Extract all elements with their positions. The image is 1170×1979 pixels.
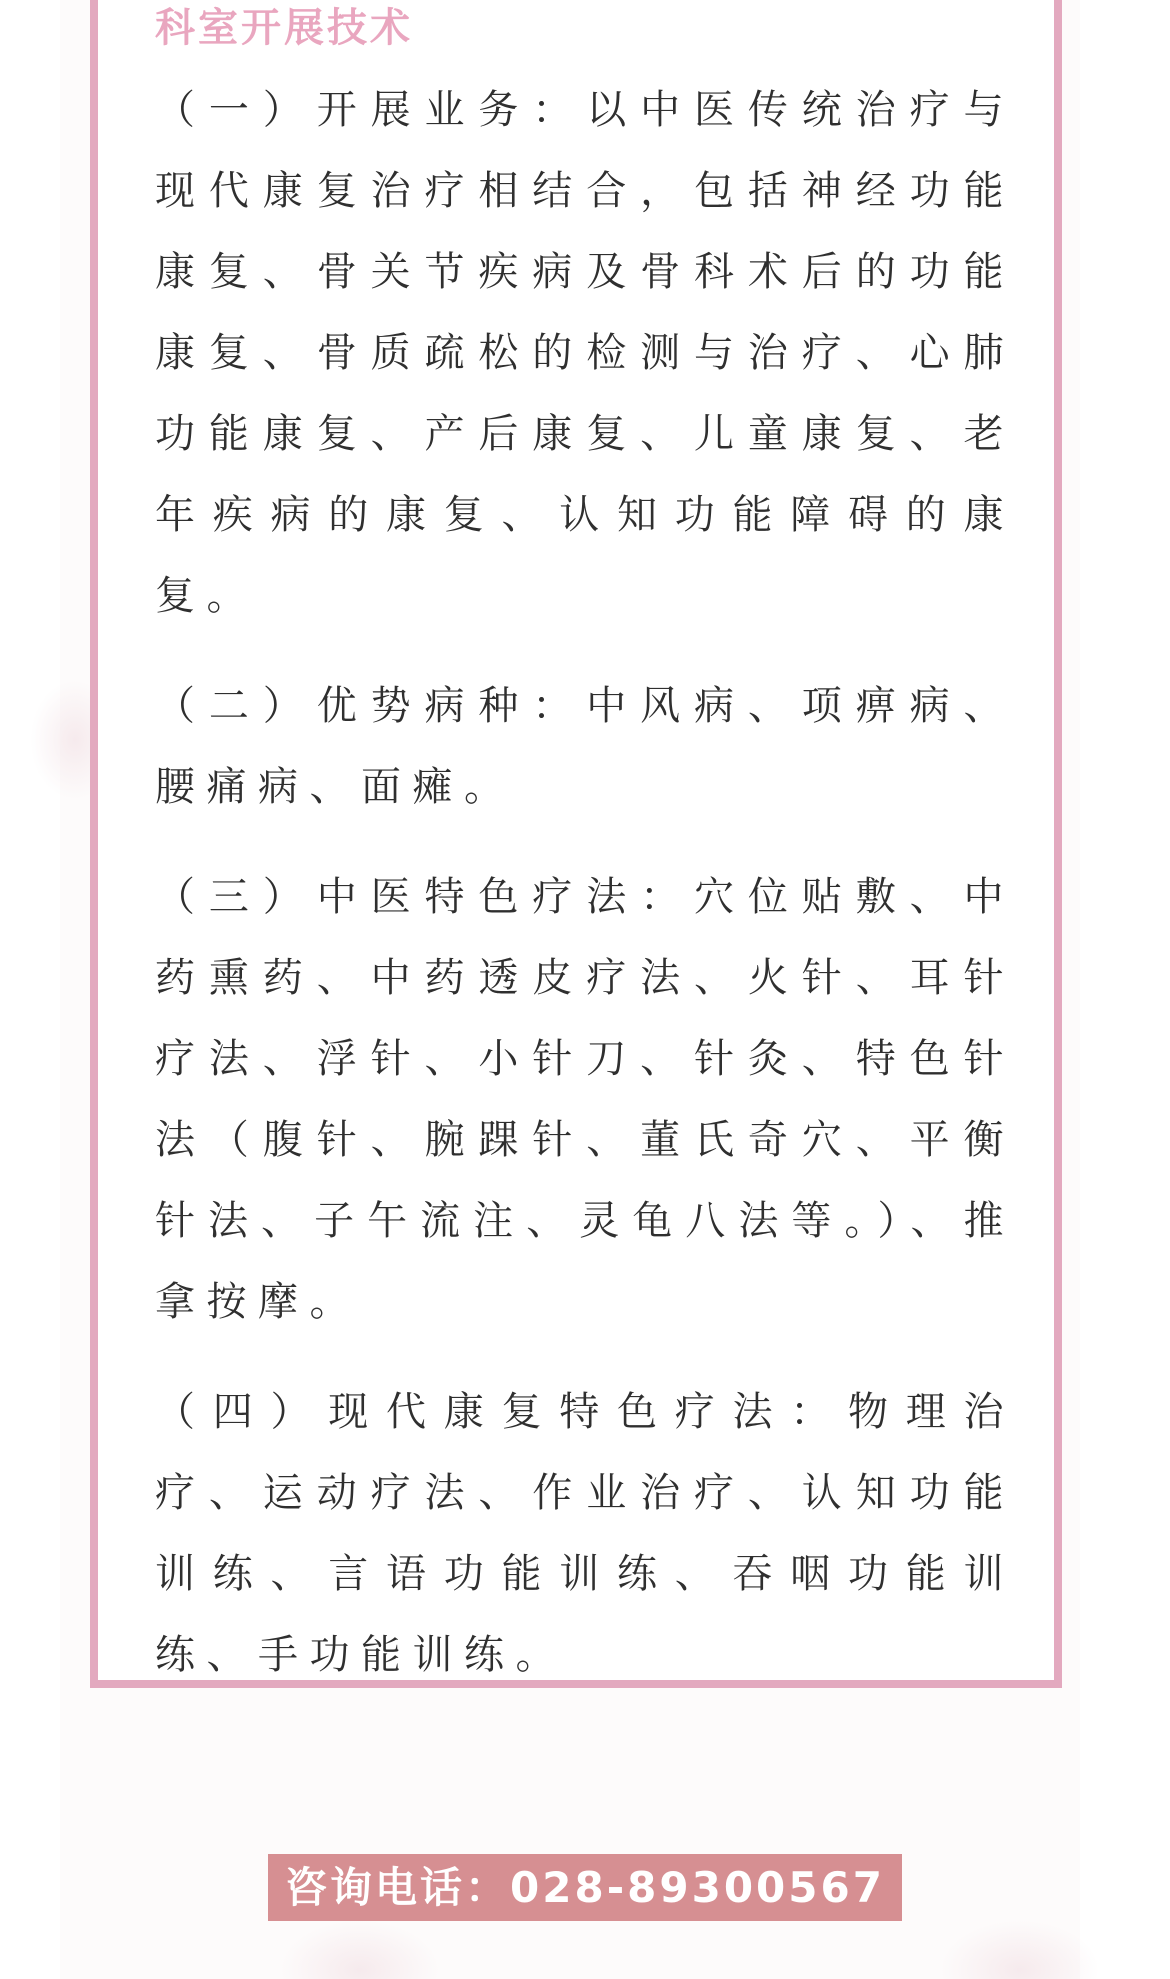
contact-phone-banner: 咨询电话：028-89300567 — [268, 1854, 902, 1921]
paragraph-services: （一）开展业务：以中医传统治疗与现代康复治疗相结合，包括神经功能康复、骨关节疾病及骨科术后的功能康复、骨质疏松的检测与治疗、心肺功能康复、产后康复、儿童康复、老年疾病的康复、认知功能障碍的康复。 — [155, 87, 1015, 619]
paragraph-modern-rehab-therapies: （四）现代康复特色疗法：物理治疗、运动疗法、作业治疗、认知功能训练、言语功能训练、吞咽功能训练、手功能训练。 — [155, 1389, 1015, 1678]
section-title: 科室开展技术 — [155, 5, 413, 51]
paragraph-tcm-therapies: （三）中医特色疗法：穴位贴敷、中药熏药、中药透皮疗法、火针、耳针疗法、浮针、小针刀、针灸、特色针法（腹针、腕踝针、董氏奇穴、平衡针法、子午流注、灵龟八法等。）、推拿按摩。 — [155, 874, 1015, 1325]
content-body — [155, 70, 1015, 1725]
paragraph-advantage-diseases: （二）优势病种：中风病、项痹病、腰痛病、面瘫。 — [155, 683, 1015, 810]
